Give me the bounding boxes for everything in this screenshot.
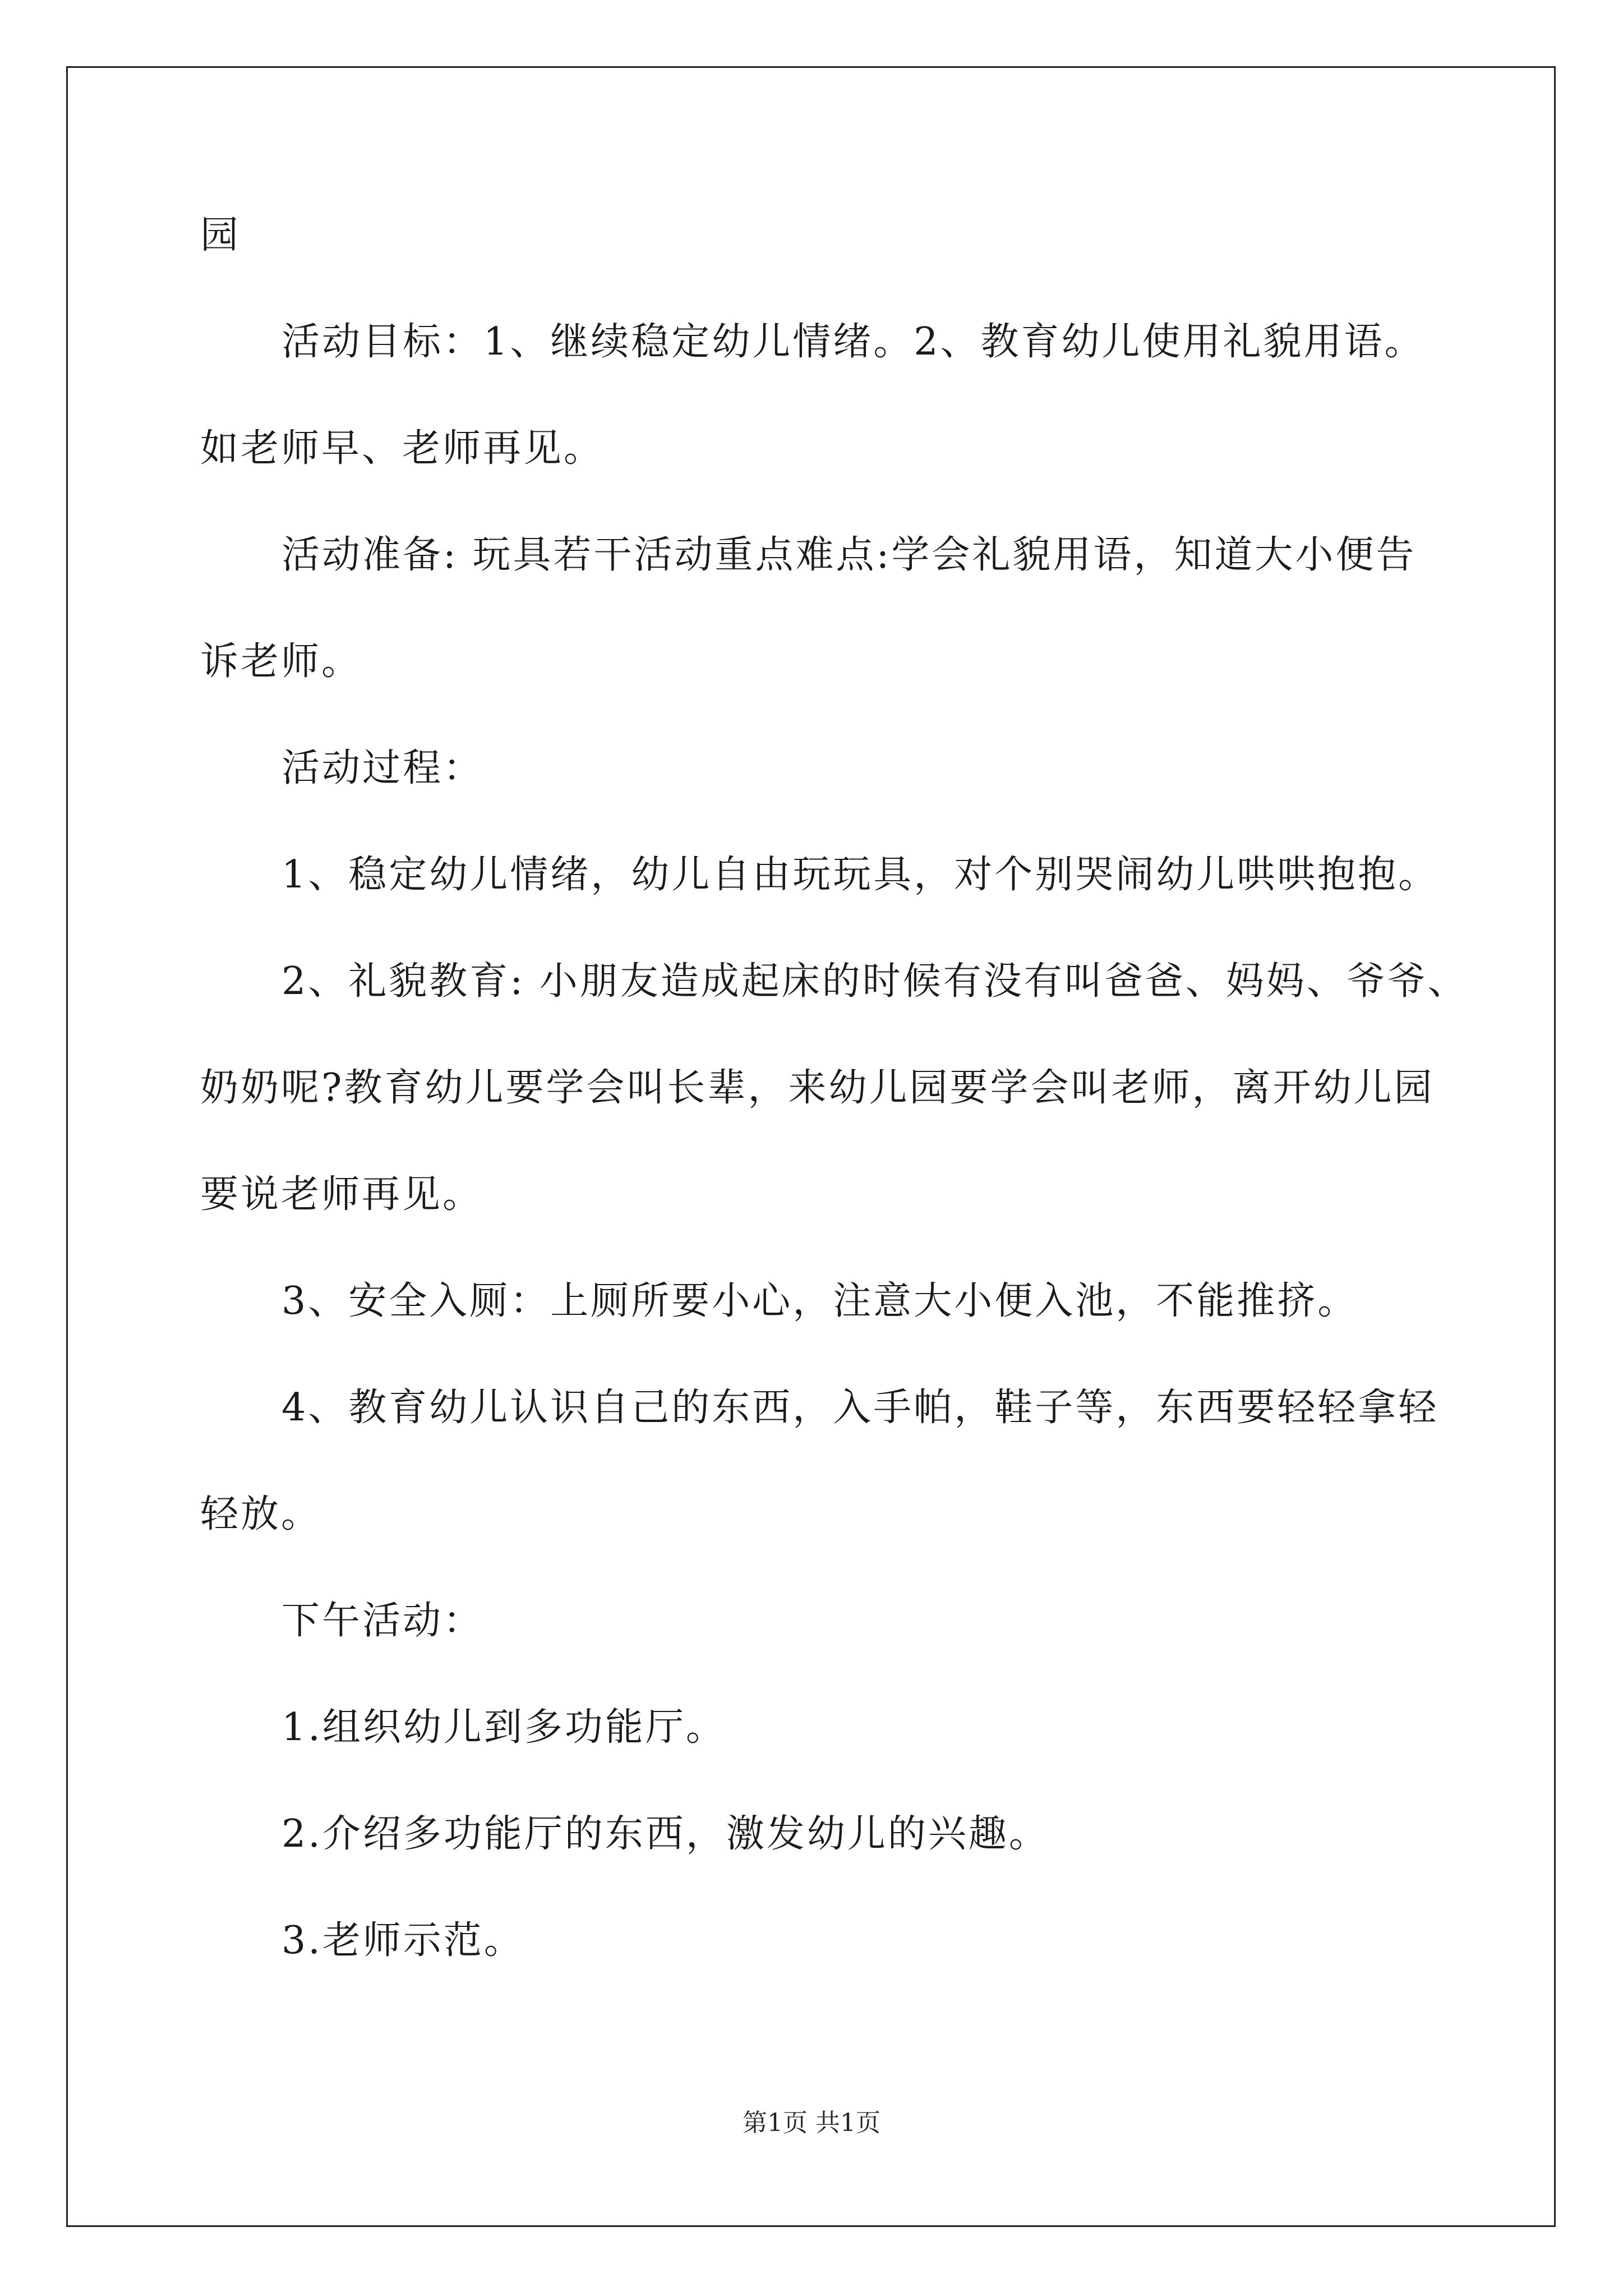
text-line: 诉老师。 xyxy=(200,639,362,684)
text-line: 活动目标：1、继续稳定幼儿情绪。2、教育幼儿使用礼貌用语。 xyxy=(282,320,1425,364)
text-line: 要说老师再见。 xyxy=(200,1172,483,1217)
text-line: 轻放。 xyxy=(200,1492,322,1536)
text-line: 3、安全入厕：上厕所要小心，注意大小便入池，不能推挤。 xyxy=(282,1279,1358,1323)
text-line: 1.组织幼儿到多功能厅。 xyxy=(282,1705,726,1750)
text-line: 园 xyxy=(200,213,241,257)
text-line: 3.老师示范。 xyxy=(282,1918,524,1963)
text-line: 2、礼貌教育: 小朋友造成起床的时候有没有叫爸爸、妈妈、爷爷、 xyxy=(282,959,1468,1004)
text-line: 4、教育幼儿认识自己的东西，入手帕，鞋子等，东西要轻轻拿轻 xyxy=(282,1386,1439,1430)
text-line: 2.介绍多功能厅的东西，激发幼儿的兴趣。 xyxy=(282,1812,1049,1856)
text-line: 活动过程： xyxy=(282,746,484,790)
text-line: 如老师早、老师再见。 xyxy=(200,426,605,471)
page-number-footer: 第1页 共1页 xyxy=(743,2109,880,2137)
text-line: 奶奶呢?教育幼儿要学会叫长辈，来幼儿园要学会叫老师，离开幼儿园 xyxy=(200,1066,1435,1110)
page-border xyxy=(66,66,1556,2227)
text-line: 下午活动： xyxy=(282,1599,484,1643)
text-line: 活动准备: 玩具若干活动重点难点:学会礼貌用语，知道大小便告 xyxy=(282,533,1417,577)
text-line: 1、稳定幼儿情绪，幼儿自由玩玩具，对个别哭闹幼儿哄哄抱抱。 xyxy=(282,853,1439,897)
